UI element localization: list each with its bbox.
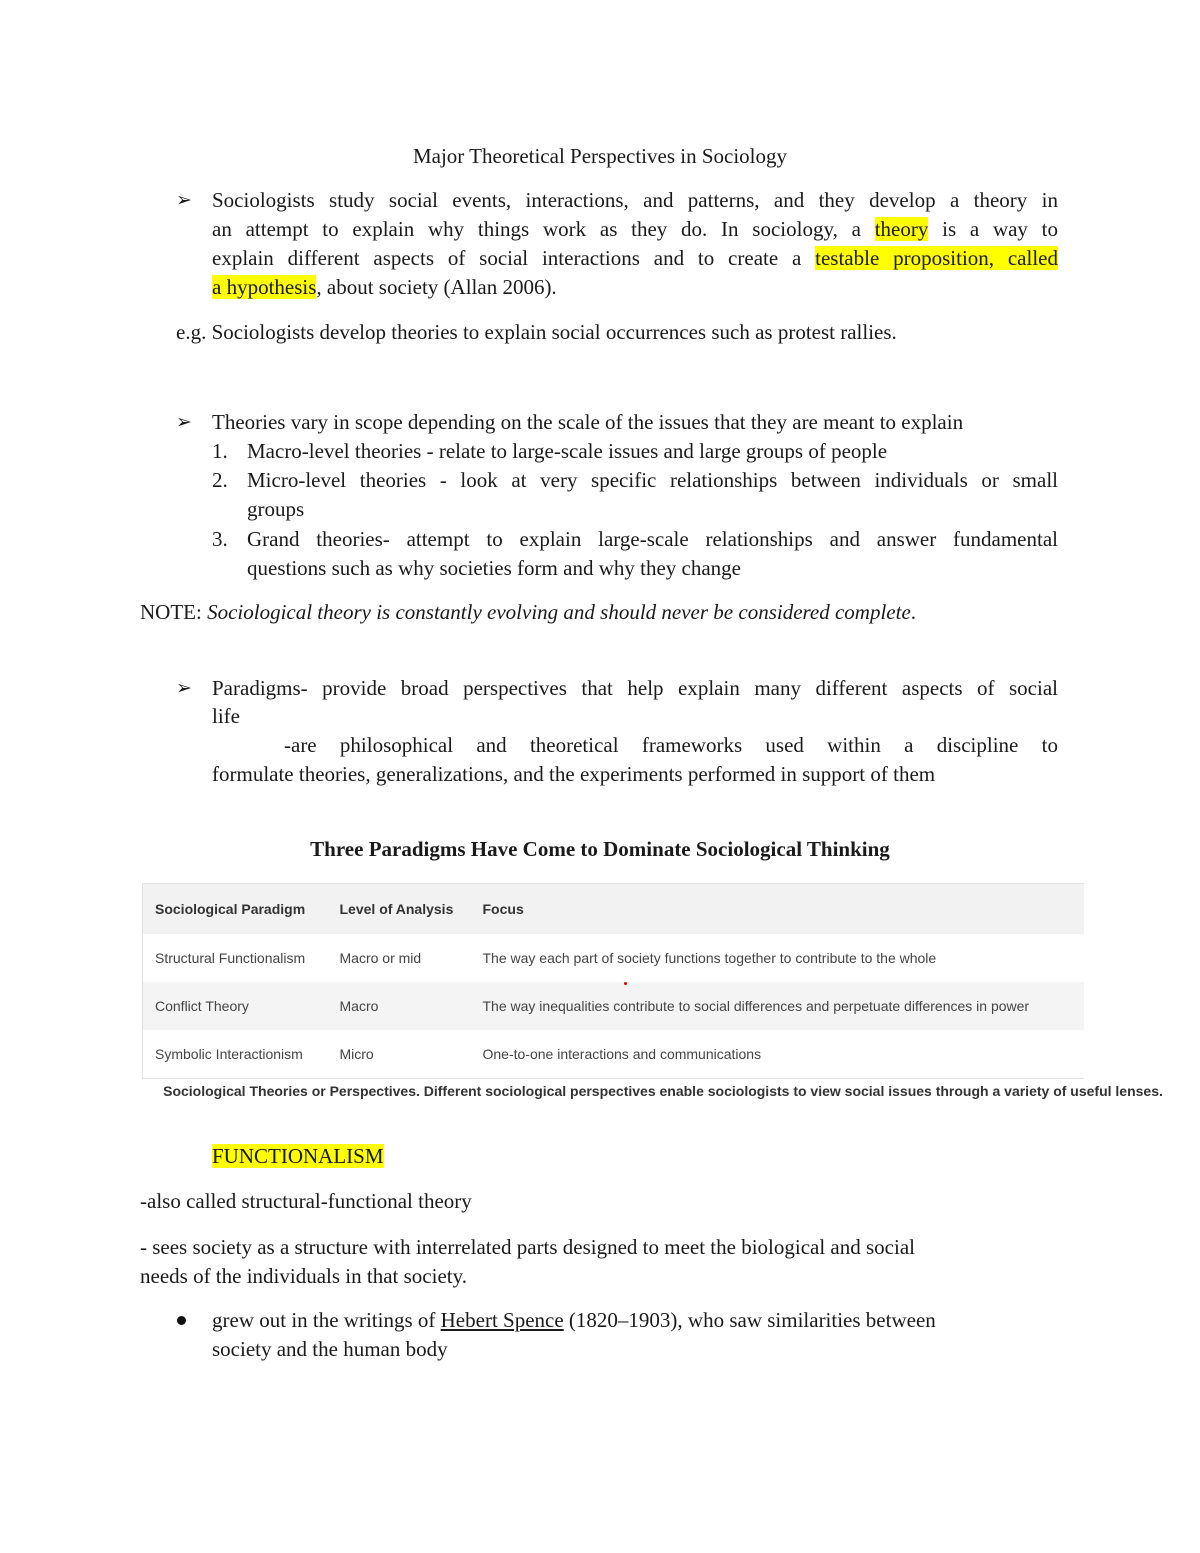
example-text: e.g. Sociologists develop theories to explain social occurrences such as protest rallies.	[176, 320, 897, 344]
arrow-bullet-icon: ➢	[176, 677, 192, 699]
list-number: 3.	[212, 527, 228, 551]
table-cell: Structural Functionalism	[155, 950, 306, 966]
theories-intro: Theories vary in scope depending on the scale of the issues that they are meant to explain	[212, 410, 964, 434]
note	[140, 598, 916, 627]
note-period: .	[910, 600, 917, 624]
table-title: Three Paradigms Have Come to Dominate Sociological Thinking	[310, 837, 890, 861]
highlight-hypothesis: a hypothesis	[212, 275, 317, 299]
list-item: Micro-level theories - look at very specific relationships between individuals or small	[247, 468, 1058, 492]
table-cell: Symbolic Interactionism	[155, 1046, 303, 1062]
paragraph-line: -also called structural-functional theory	[140, 1189, 472, 1213]
paragraph-line	[212, 215, 1058, 244]
table-cell: The way inequalities contribute to social differences and perpetuate differences in power	[471, 982, 1085, 1030]
table-caption: Sociological Theories or Perspectives. Different sociological perspectives enable sociologists to view social issues through a variety of useful lenses.	[163, 1083, 1163, 1099]
paragraph-line: Paradigms- provide broad perspectives that help explain many different aspects of social	[212, 676, 1058, 700]
text: explain different aspects of social interactions and to create a	[212, 246, 802, 270]
column-header: Level of Analysis	[328, 884, 471, 935]
table-header-row	[143, 884, 1085, 935]
paragraph-line: -are philosophical and theoretical frameworks used within a discipline to	[284, 733, 1058, 757]
list-item: Macro-level theories - relate to large-scale issues and large groups of people	[247, 439, 888, 463]
text: grew out in the writings of	[212, 1308, 436, 1332]
note-label: NOTE:	[140, 600, 202, 624]
text: an attempt to explain why things work as they do. In sociology, a	[212, 217, 861, 241]
paradigms-table	[142, 883, 1084, 1079]
bullet-line	[212, 1306, 936, 1335]
paragraph-line	[212, 273, 557, 302]
table-cell: Macro	[328, 982, 471, 1030]
bullet-dot-icon	[177, 1316, 186, 1325]
table-cell: Micro	[339, 1046, 374, 1062]
table-row	[143, 934, 1085, 982]
paragraph-line: Sociologists study social events, interactions, and patterns, and they develop a theory in	[212, 188, 1058, 212]
bullet-line-continued: society and the human body	[212, 1337, 448, 1361]
table-cell: One-to-one interactions and communications	[482, 1046, 762, 1062]
table-cell: The way each part of society functions together to contribute to the whole	[482, 950, 937, 966]
column-header: Focus	[471, 884, 1085, 935]
red-dot-mark	[624, 982, 627, 985]
text: is a way to	[942, 217, 1059, 241]
list-number: 2.	[212, 468, 228, 492]
page-title: Major Theoretical Perspectives in Sociology	[412, 144, 788, 168]
paragraph-line: - sees society as a structure with interrelated parts designed to meet the biological and social	[140, 1235, 915, 1259]
list-item-continued: questions such as why societies form and why they change	[247, 556, 741, 580]
column-header: Sociological Paradigm	[143, 884, 328, 935]
table-row	[143, 982, 1085, 1030]
table-row	[143, 1030, 1085, 1079]
arrow-bullet-icon: ➢	[176, 189, 192, 211]
highlight-theory: theory	[874, 217, 929, 241]
paragraph-line: needs of the individuals in that society.	[140, 1264, 467, 1288]
note-text: Sociological theory is constantly evolving and should never be considered complete	[207, 600, 911, 624]
functionalism-heading	[212, 1142, 384, 1171]
highlight-testable-proposition: testable proposition, called	[815, 246, 1058, 270]
highlight-functionalism: FUNCTIONALISM	[212, 1144, 384, 1168]
table-cell: Conflict Theory	[143, 982, 328, 1030]
text: , about society (Allan 2006).	[316, 275, 557, 299]
paragraph-line	[212, 244, 1058, 273]
arrow-bullet-icon: ➢	[176, 411, 192, 433]
list-item: Grand theories- attempt to explain large-scale relationships and answer fundamental	[247, 527, 1058, 551]
paragraph-line: life	[212, 704, 240, 728]
list-item-continued: groups	[247, 497, 305, 521]
paragraph-line: formulate theories, generalizations, and the experiments performed in support of them	[212, 762, 936, 786]
hebert-spence-link[interactable]: Hebert Spence	[440, 1308, 564, 1332]
list-number: 1.	[212, 439, 228, 463]
table-cell: Macro or mid	[339, 950, 422, 966]
text: (1820–1903), who saw similarities between	[568, 1308, 936, 1332]
